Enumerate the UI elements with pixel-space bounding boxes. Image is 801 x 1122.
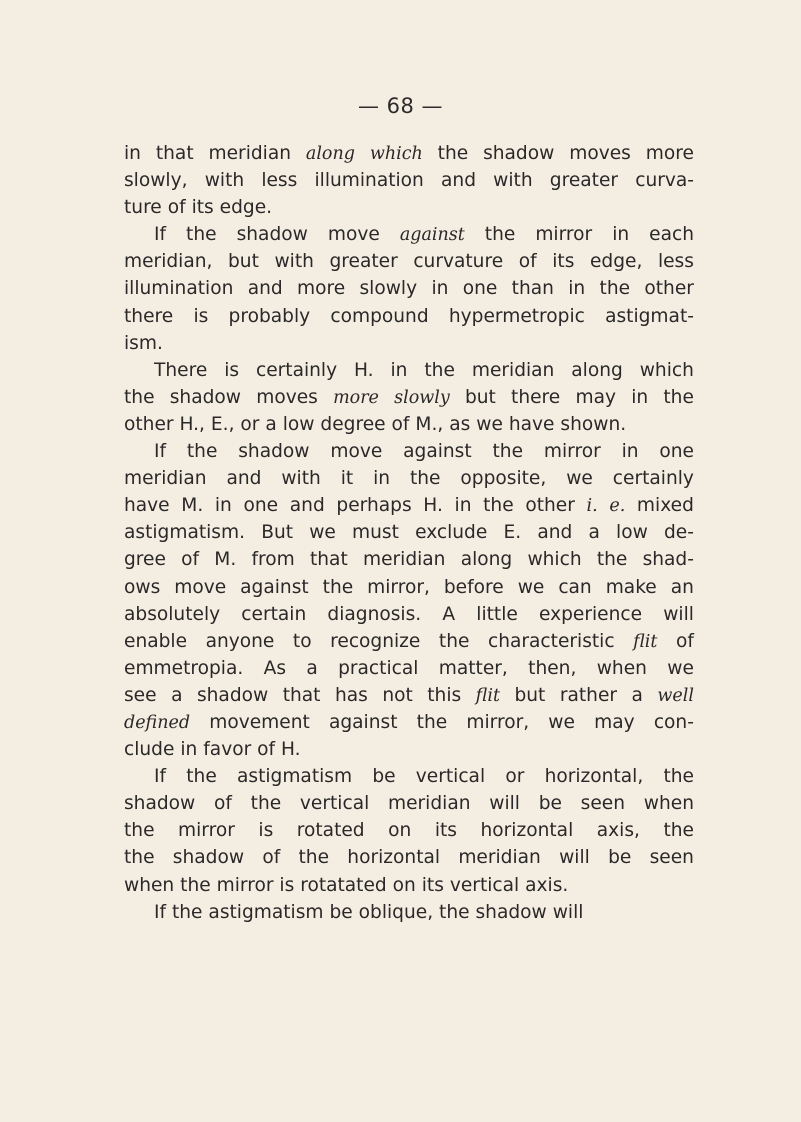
text-line — [124, 899, 694, 926]
word: see — [124, 684, 157, 706]
text-line — [124, 357, 694, 384]
word: and — [289, 495, 325, 517]
word: greater — [549, 170, 619, 192]
word: in — [390, 359, 408, 381]
word: the — [171, 901, 203, 923]
word: but — [228, 251, 259, 273]
word: the — [483, 495, 514, 517]
word: axis, — [596, 820, 640, 842]
text-line — [124, 140, 694, 167]
word: will — [552, 901, 584, 923]
word: degree — [320, 413, 386, 435]
word: absolutely — [124, 603, 221, 625]
paragraph — [124, 357, 694, 438]
word: may — [575, 386, 616, 408]
word: moves — [569, 143, 631, 164]
word: it — [340, 468, 354, 490]
word: one — [659, 441, 694, 463]
word: ows — [124, 576, 161, 598]
word: ism. — [124, 332, 163, 354]
text-line — [124, 275, 694, 302]
word: shadow — [172, 847, 245, 869]
word: with — [493, 170, 533, 192]
text-line — [124, 790, 694, 817]
word: the — [492, 441, 524, 463]
word: the — [596, 549, 628, 571]
word: slowly — [394, 387, 450, 408]
word: in — [373, 468, 391, 490]
word: seen — [649, 847, 694, 869]
word: mirror — [178, 820, 235, 842]
word: A — [442, 603, 456, 625]
word: shadow — [169, 386, 241, 408]
word: emmetropia. — [124, 657, 244, 679]
word: of — [518, 251, 537, 273]
word: with — [274, 251, 314, 273]
word: the — [663, 766, 694, 788]
word: must — [352, 522, 399, 544]
word: the — [437, 143, 469, 164]
word: may — [594, 711, 635, 733]
paragraph — [124, 438, 694, 763]
word: or — [240, 413, 260, 435]
text-line — [124, 384, 694, 411]
word: diagnosis. — [327, 603, 422, 625]
word: in — [454, 495, 472, 517]
word: the — [250, 793, 282, 815]
word: ture — [124, 197, 162, 219]
word: rotated — [296, 820, 365, 842]
word: If — [154, 901, 167, 923]
text-line — [124, 709, 694, 736]
word: a — [306, 657, 318, 679]
word: rather — [559, 684, 618, 706]
paragraph — [124, 221, 694, 356]
word: is — [258, 820, 274, 842]
text-line — [124, 736, 694, 763]
word: which — [639, 359, 694, 381]
text-line — [124, 601, 694, 628]
word: than — [511, 278, 554, 300]
word: gree — [124, 549, 166, 571]
word: experience — [538, 603, 643, 625]
text-line — [124, 763, 694, 790]
word: along — [305, 144, 355, 164]
word: is — [279, 874, 295, 896]
word: with — [204, 170, 245, 192]
word: more — [297, 278, 346, 300]
word: each — [649, 224, 694, 246]
word: As — [263, 657, 287, 679]
word: perhaps — [336, 495, 412, 517]
word: in — [180, 739, 198, 761]
word: will — [559, 847, 590, 869]
word: slowly — [359, 278, 418, 300]
word: defined — [124, 712, 191, 733]
word: be — [608, 847, 632, 869]
word: vertical — [449, 874, 520, 896]
word: and — [226, 468, 262, 490]
word: recognize — [330, 630, 421, 652]
word: we — [476, 413, 503, 435]
word: shadow — [124, 793, 196, 815]
word: move — [174, 576, 227, 598]
word: has — [334, 684, 368, 706]
word: the — [186, 224, 217, 246]
word: when — [643, 793, 694, 815]
word: If — [154, 766, 167, 788]
word: in — [621, 441, 639, 463]
word: we — [548, 711, 575, 733]
word: but — [514, 684, 546, 706]
word: more — [333, 387, 379, 408]
word: that — [282, 684, 321, 706]
word: If — [154, 441, 167, 463]
word: against — [328, 711, 398, 733]
word: vertical — [415, 766, 486, 788]
word: little — [476, 603, 518, 625]
text-line — [124, 438, 694, 465]
word: which — [527, 549, 582, 571]
word: If — [154, 224, 167, 246]
word: certain — [241, 603, 307, 625]
text-line — [124, 546, 694, 573]
word: of — [167, 197, 186, 219]
word: its — [191, 197, 214, 219]
word: astigmatism. — [124, 522, 246, 544]
word: of — [391, 413, 410, 435]
word: shadow — [196, 684, 269, 706]
word: illumination — [124, 278, 234, 300]
body-text — [124, 140, 694, 926]
word: illumination — [314, 170, 424, 192]
word: flit — [475, 685, 500, 706]
word: meridian — [471, 359, 555, 381]
word: mirror, — [367, 576, 430, 598]
word: moves — [256, 386, 318, 408]
word: shadow — [238, 441, 310, 463]
word: compound — [330, 305, 429, 327]
word: of — [675, 630, 694, 652]
word: mixed — [636, 495, 694, 517]
word: there — [124, 305, 174, 327]
word: the — [424, 359, 455, 381]
word: be — [329, 901, 353, 923]
word: M. — [214, 549, 237, 571]
word: anyone — [205, 630, 275, 652]
word: mirror, — [466, 711, 530, 733]
word: or — [505, 766, 525, 788]
word: the — [599, 278, 631, 300]
word: then, — [528, 657, 577, 679]
paragraph — [124, 899, 694, 926]
text-line — [124, 519, 694, 546]
word: before — [443, 576, 504, 598]
word: on — [392, 874, 416, 896]
word: well — [657, 685, 694, 706]
word: in — [124, 143, 141, 164]
word: shown. — [560, 413, 627, 435]
word: greater — [329, 251, 398, 273]
word: de- — [663, 522, 694, 544]
text-line — [124, 682, 694, 709]
word: shad- — [642, 549, 694, 571]
word: less — [657, 251, 694, 273]
word: matter, — [438, 657, 508, 679]
word: can — [558, 576, 592, 598]
word: against — [240, 576, 309, 598]
word: mirror — [543, 441, 601, 463]
word: along — [460, 549, 513, 571]
word: but — [464, 386, 496, 408]
word: is — [224, 359, 240, 381]
word: a — [171, 684, 183, 706]
word: astigmat- — [605, 305, 694, 327]
text-line — [124, 411, 694, 438]
word: certainly — [255, 359, 338, 381]
word: and — [441, 170, 476, 192]
word: in — [612, 224, 630, 246]
word: move — [327, 224, 380, 246]
word: an — [670, 576, 694, 598]
word: that — [155, 143, 194, 164]
word: edge. — [219, 197, 273, 219]
word: the — [298, 847, 330, 869]
word: exclude — [415, 522, 488, 544]
page-number: — 68 — — [357, 94, 444, 118]
word: horizontal — [480, 820, 574, 842]
word: be — [538, 793, 562, 815]
word: the — [439, 901, 470, 923]
word: e. — [609, 496, 626, 517]
word: along — [571, 359, 623, 381]
word: the — [186, 441, 218, 463]
word: M., — [415, 413, 444, 435]
word: the — [409, 468, 441, 490]
word: a — [631, 684, 643, 706]
word: vertical — [299, 793, 370, 815]
word: of — [257, 739, 276, 761]
word: we — [309, 522, 336, 544]
word: favor — [203, 739, 252, 761]
word: in — [431, 278, 449, 300]
text-line — [124, 628, 694, 655]
word: make — [605, 576, 657, 598]
word: one — [243, 495, 279, 517]
word: of — [214, 793, 232, 815]
word: we — [517, 576, 545, 598]
word: in — [631, 386, 649, 408]
text-line — [124, 465, 694, 492]
word: a — [588, 522, 600, 544]
text-line — [124, 248, 694, 275]
text-line — [124, 303, 694, 330]
word: slowly, — [124, 170, 188, 192]
word: the — [484, 224, 516, 246]
word: meridian — [208, 143, 292, 164]
word: when — [124, 874, 175, 896]
word: movement — [209, 711, 310, 733]
word: curvature — [413, 251, 504, 273]
word: when — [596, 657, 647, 679]
word: shadow — [475, 901, 547, 923]
word: have — [508, 413, 555, 435]
word: enable — [124, 630, 188, 652]
word: opposite, — [460, 468, 547, 490]
word: not — [382, 684, 413, 706]
word: move — [330, 441, 383, 463]
word: other — [644, 278, 694, 300]
word: the — [416, 711, 448, 733]
text-line — [124, 872, 694, 899]
word: the — [663, 820, 694, 842]
word: the — [322, 576, 354, 598]
word: clude — [124, 739, 175, 761]
word: E., — [210, 413, 235, 435]
word: mirror — [216, 874, 274, 896]
word: the — [124, 847, 155, 869]
word: hypermetropic — [448, 305, 585, 327]
word: mirror — [535, 224, 593, 246]
word: and — [247, 278, 283, 300]
word: the — [180, 874, 211, 896]
word: on — [388, 820, 412, 842]
word: we — [566, 468, 593, 490]
word: of — [262, 847, 281, 869]
word: meridian — [387, 793, 471, 815]
word: its — [552, 251, 575, 273]
word: which — [369, 144, 423, 164]
word: flit — [633, 631, 658, 652]
word: we — [667, 657, 694, 679]
text-line — [124, 221, 694, 248]
word: low — [616, 522, 648, 544]
word: the — [186, 766, 217, 788]
word: one — [462, 278, 498, 300]
word: astigmatism — [236, 766, 353, 788]
text-line — [124, 492, 694, 519]
text-line — [124, 194, 694, 221]
word: curva- — [635, 170, 694, 192]
word: will — [663, 603, 694, 625]
word: oblique, — [358, 901, 434, 923]
word: as — [449, 413, 471, 435]
text-line — [124, 817, 694, 844]
word: other — [525, 495, 575, 517]
word: con- — [653, 711, 694, 733]
word: There — [154, 359, 208, 381]
word: H., — [179, 413, 205, 435]
word: shadow — [483, 143, 555, 164]
word: is — [193, 305, 209, 327]
word: and — [537, 522, 573, 544]
word: the — [124, 386, 155, 408]
word: the — [663, 386, 694, 408]
word: edge, — [589, 251, 643, 273]
word: certainly — [612, 468, 694, 490]
word: characteristic — [487, 630, 615, 652]
word: a — [265, 413, 277, 435]
text-line — [124, 655, 694, 682]
word: from — [251, 549, 295, 571]
word: more — [645, 143, 694, 164]
word: horizontal — [347, 847, 441, 869]
word: axis. — [525, 874, 569, 896]
word: meridian — [124, 468, 207, 490]
word: its — [421, 874, 444, 896]
word: seen — [580, 793, 626, 815]
word: astigmatism — [208, 901, 324, 923]
word: in — [214, 495, 232, 517]
word: H. — [281, 739, 301, 761]
word: horizontal, — [544, 766, 644, 788]
word: this — [427, 684, 462, 706]
word: the — [124, 820, 155, 842]
word: H. — [423, 495, 443, 517]
word: But — [261, 522, 294, 544]
word: to — [292, 630, 312, 652]
word: other — [124, 413, 174, 435]
word: meridian — [458, 847, 541, 869]
word: its — [434, 820, 457, 842]
word: i. — [586, 496, 598, 517]
text-line — [124, 844, 694, 871]
word: that — [309, 549, 348, 571]
paragraph — [124, 763, 694, 898]
word: meridian — [362, 549, 446, 571]
paragraph — [124, 140, 694, 221]
text-line — [124, 574, 694, 601]
word: H. — [354, 359, 374, 381]
word: in — [568, 278, 586, 300]
text-line — [124, 330, 694, 357]
word: be — [372, 766, 396, 788]
word: rotatated — [300, 874, 387, 896]
word: the — [438, 630, 470, 652]
text-line — [124, 167, 694, 194]
word: shadow — [236, 224, 308, 246]
word: against — [399, 225, 465, 246]
word: probably — [228, 305, 311, 327]
word: low — [282, 413, 315, 435]
word: there — [511, 386, 561, 408]
word: less — [261, 170, 298, 192]
word: will — [489, 793, 520, 815]
word: E. — [503, 522, 522, 544]
word: against — [403, 441, 472, 463]
word: have — [124, 495, 170, 517]
word: practical — [338, 657, 419, 679]
word: meridian, — [124, 251, 213, 273]
word: M. — [181, 495, 204, 517]
word: with — [281, 468, 321, 490]
word: of — [181, 549, 200, 571]
